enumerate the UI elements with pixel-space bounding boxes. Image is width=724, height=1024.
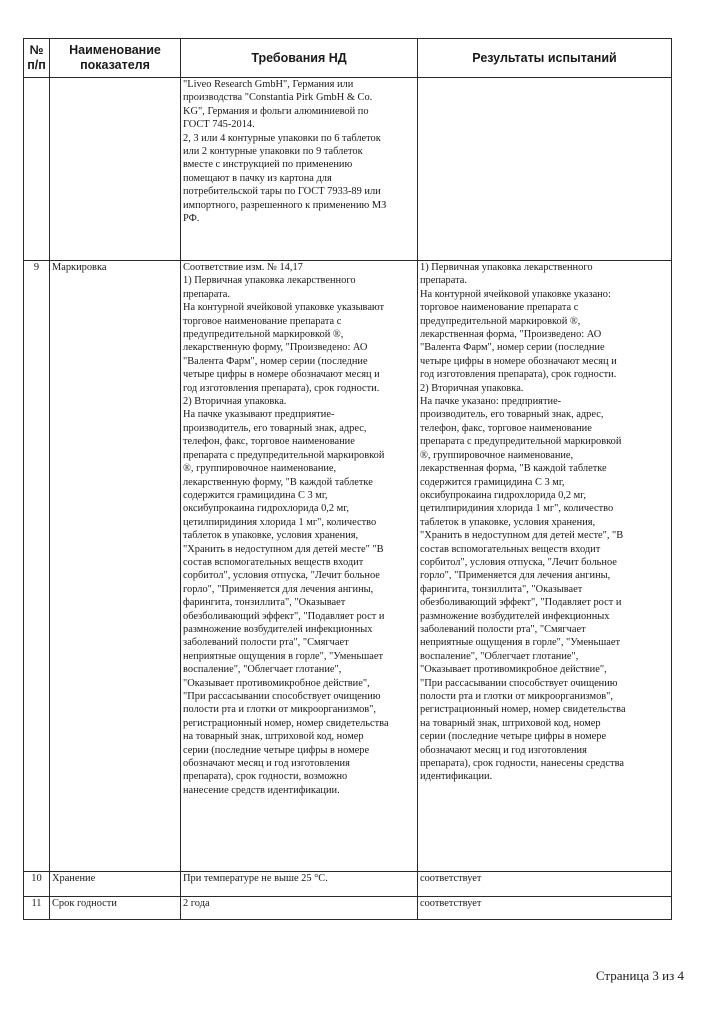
header-num: № п/п xyxy=(24,39,50,78)
row-name: Маркировка xyxy=(50,261,181,872)
table-row xyxy=(24,78,672,261)
table-row xyxy=(24,897,672,920)
row-requirement: Соответствие изм. № 14,17 1) Первичная упаковка лекарственного препарата. На контурной ячейковой упаковке указывают торговое наименование препарата с предупредительной маркировкой ®, лекарственную форму, "Произведено: АО "Валента Фарм", номер серии (последние четыре цифры в номере обозначают месяц и год изготовления препарата), срок годности. 2) Вторичная упаковка. На пачке указывают предприятие- производитель, его товарный знак, адрес, телефон, факс, торговое наименование препарата с предупредительной маркировкой ®, группировочное наименование, лекарственную форму, "В каждой таблетке содержится грамицидина С 3 мг, оксибупрокаина гидрохлорида 0,2 мг, цетилпиридиния хлорида 1 мг", количество таблеток в упаковке, условия хранения, "Хранить в недоступном для детей месте" "В состав вспомогательных веществ входит сорбитол", условия отпуска, "Лечит больное горло", "Применяется для лечения ангины, фарингита, тонзиллита", "Оказывает обезболивающий эффект", "Подавляет рост и размножение возбудителей инфекционных заболеваний полости рта", "Смягчает неприятные ощущения в горле", "Уменьшает воспаление", "Облегчает глотание", "Оказывает противомикробное действие", "При рассасывании способствует очищению полости рта и глотки от микроорганизмов", регистрационный номер, номер свидетельства на товарный знак, штриховой код, номер серии (последние четыре цифры в номере обозначают месяц и год изготовления препарата), срок годности, возможно нанесение средств идентификации. xyxy=(181,261,418,872)
page-number: Страница 3 из 4 xyxy=(595,968,684,983)
row-result: 1) Первичная упаковка лекарственного препарата. На контурной ячейковой упаковке указано: торговое наименование препарата с предупредительной маркировкой ®, лекарственная форма, "Произведено: АО "Валента Фарм", номер серии (последние четыре цифры в номере обозначают месяц и год изготовления препарата), срок годности. 2) Вторичная упаковка. На пачке указано: предприятие- производитель, его товарный знак, адрес, телефон, факс, торговое наименование препарата с предупредительной маркировкой ®, группировочное наименование, лекарственная форма, "В каждой таблетке содержится грамицидина С 3 мг, оксибупрокаина гидрохлорида 0,2 мг, цетилпиридиния хлорида 1 мг", количество таблеток в упаковке, условия хранения, "Хранить в недоступном для детей месте", "В состав вспомогательных веществ входит сорбитол", условия отпуска, "Лечит больное горло", "Применяется для лечения ангины, фарингита, тонзиллита", "Оказывает обезболивающий эффект", "Подавляет рост и размножение возбудителей инфекционных заболеваний полости рта", "Смягчает неприятные ощущения в горле", "Уменьшает воспаление", "Облегчает глотание", "Оказывает противомикробное действие", "При рассасывании способствует очищению полости рта и глотки от микроорганизмов", регистрационный номер, номер свидетельства на товарный знак, штриховой код, номер серии (последние четыре цифры в номере обозначают месяц и год изготовления препарата), срок годности, нанесены средства идентификации. xyxy=(418,261,672,872)
header-name: Наименование показателя xyxy=(50,39,181,78)
row-result xyxy=(418,78,672,261)
row-requirement: 2 года xyxy=(181,897,418,920)
row-result: соответствует xyxy=(418,897,672,920)
header-results: Результаты испытаний xyxy=(418,39,672,78)
row-name: Хранение xyxy=(50,872,181,897)
table-row xyxy=(24,872,672,897)
row-requirement: При температуре не выше 25 °С. xyxy=(181,872,418,897)
row-result: соответствует xyxy=(418,872,672,897)
specification-table xyxy=(23,38,672,920)
header-requirements: Требования НД xyxy=(181,39,418,78)
table-header-row xyxy=(24,39,672,78)
row-num: 9 xyxy=(24,261,50,872)
row-name xyxy=(50,78,181,261)
row-num xyxy=(24,78,50,261)
table-row xyxy=(24,261,672,872)
row-num: 11 xyxy=(24,897,50,920)
row-requirement: "Liveo Research GmbH", Германия или производства "Constantia Pirk GmbH & Co. KG", Германия и фольги алюминиевой по ГОСТ 745-2014. 2, 3 или 4 контурные упаковки по 6 таблеток или 2 контурные упаковки по 9 таблеток вместе с инструкцией по применению помещают в пачку из картона для потребительской тары по ГОСТ 7933-89 или импортного, разрешенного к применению МЗ РФ. xyxy=(181,78,418,261)
row-name: Срок годности xyxy=(50,897,181,920)
row-num: 10 xyxy=(24,872,50,897)
